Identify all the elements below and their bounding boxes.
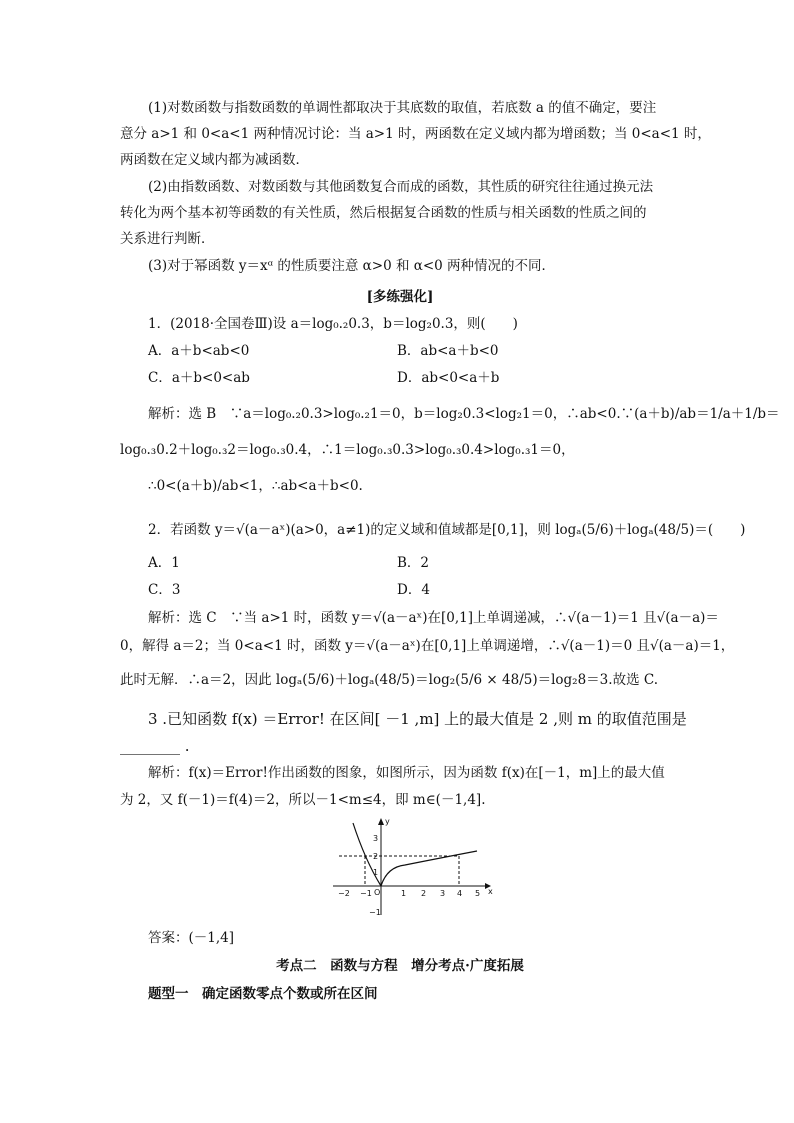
tip-line-3: 两函数在定义域内都为减函数．	[120, 152, 309, 168]
x-tick-4: 4	[457, 889, 463, 898]
subsection-heading: 题型一 确定函数零点个数或所在区间	[148, 986, 378, 1002]
q2-solution-2: 0，解得 a＝2；当 0<a<1 时，函数 y＝√(a－aˣ)在[0,1]上单调递增，∴√(a－1)＝0 且√(a－a)＝1，	[120, 638, 735, 654]
y-tick-2: 2	[373, 852, 379, 861]
section-heading: 考点二 函数与方程 增分考点·广度拓展	[276, 958, 524, 974]
x-tick-2: 2	[421, 889, 427, 898]
q1-solution-1: 解析：选 B ∵a＝log₀.₂0.3>log₀.₂1＝0，b＝log₂0.3<log₂1＝0，∴ab<0.∵(a＋b)/ab＝1/a＋1/b＝	[148, 406, 780, 422]
tip-line-7: (3)对于幂函数 y＝xᵅ 的性质要注意 α>0 和 α<0 两种情况的不同．	[148, 258, 556, 274]
tip-line-5: 转化为两个基本初等函数的有关性质，然后根据复合函数的性质与相关函数的性质之间的	[120, 205, 647, 221]
y-tick-neg1: −1	[369, 908, 381, 917]
q3-solution-2: 为 2，又 f(－1)＝f(4)＝2，所以－1<m≤4，即 m∈(－1,4].	[120, 792, 486, 808]
q1-option-d: D．ab<0<a＋b	[397, 370, 500, 386]
y-tick-3: 3	[373, 834, 379, 843]
q3-answer: 答案：(－1,4]	[148, 930, 235, 946]
tip-line-4: (2)由指数函数、对数函数与其他函数复合而成的函数，其性质的研究往往通过换元法	[148, 179, 654, 195]
q1-solution-3: ∴0<(a＋b)/ab<1，∴ab<a＋b<0.	[148, 478, 363, 494]
q2-solution-3: 此时无解．∴a＝2，因此 logₐ(5/6)＋logₐ(48/5)＝log₂(5/6 × 48/5)＝log₂8＝3.故选 C.	[120, 672, 658, 688]
q1-option-c: C．a＋b<0<ab	[148, 370, 250, 386]
x-axis-label: x	[488, 887, 493, 896]
q3-stem-1: 3 .已知函数 f(x) ＝Error! 在区间[ －1 ,m] 上的最大值是 2 ,则 m 的取值范围是	[148, 710, 687, 728]
q2-option-b: B．2	[397, 555, 430, 571]
y-axis-label: y	[385, 817, 390, 826]
x-tick-1: 1	[401, 889, 407, 898]
function-graph	[325, 815, 495, 921]
q1-stem: 1．(2018·全国卷Ⅲ)设 a＝log₀.₂0.3，b＝log₂0.3，则( )	[148, 316, 518, 332]
origin-label: O	[374, 888, 381, 897]
q2-option-c: C．3	[148, 582, 181, 598]
q3-stem-2: ________ .	[120, 737, 190, 755]
tip-line-2: 意分 a>1 和 0<a<1 两种情况讨论：当 a>1 时，两函数在定义域内都为增函数；当 0<a<1 时，	[120, 126, 711, 142]
x-tick-5: 5	[475, 889, 481, 898]
tip-line-6: 关系进行判断．	[120, 231, 215, 247]
y-axis-arrow	[378, 818, 384, 825]
q1-option-a: A．a＋b<ab<0	[148, 343, 250, 359]
q1-solution-2: log₀.₃0.2＋log₀.₃2＝log₀.₃0.4，∴1＝log₀.₃0.3>log₀.₃0.4>log₀.₃1＝0，	[120, 442, 575, 458]
x-tick-neg2: −2	[338, 889, 350, 898]
q2-option-a: A．1	[148, 555, 180, 571]
q3-solution-1: 解析：f(x)＝Error!作出函数的图象，如图所示，因为函数 f(x)在[－1，m]上的最大值	[148, 765, 665, 781]
q2-solution-1: 解析：选 C ∵当 a>1 时，函数 y＝√(a－aˣ)在[0,1]上单调递减，∴√(a－1)＝1 且√(a－a)＝	[148, 610, 719, 626]
x-tick-neg1: −1	[360, 889, 372, 898]
q2-stem: 2．若函数 y＝√(a－aˣ)(a>0，a≠1)的定义域和值域都是[0,1]，则 logₐ(5/6)＋logₐ(48/5)＝( )	[148, 522, 746, 538]
y-tick-1: 1	[373, 868, 379, 877]
tip-line-1: (1)对数函数与指数函数的单调性都取决于其底数的取值，若底数 a 的值不确定，要注	[148, 100, 657, 116]
section-title: [多练强化]	[366, 289, 434, 305]
q1-option-b: B．ab<a＋b<0	[397, 343, 499, 359]
x-tick-3: 3	[440, 889, 446, 898]
q2-option-d: D．4	[397, 582, 430, 598]
